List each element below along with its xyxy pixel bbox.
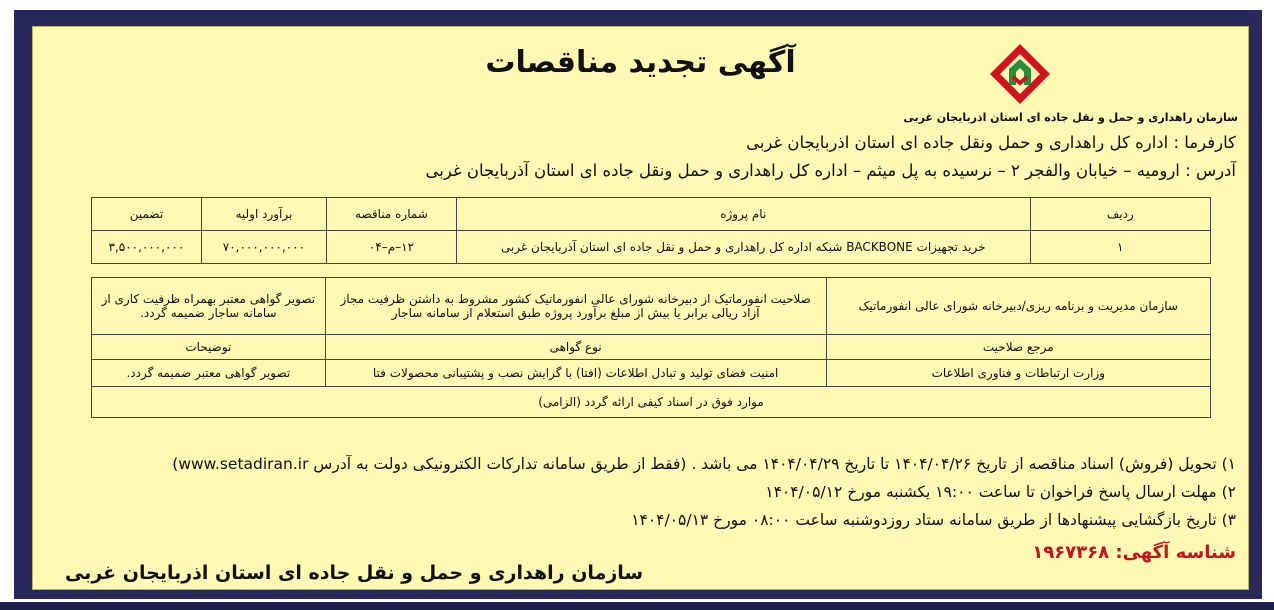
guarantee-value: ۳,۵۰۰,۰۰۰,۰۰۰ — [92, 231, 202, 264]
org-caption: سازمان راهداری و حمل و نقل جاده ای استان اذربایجان غربی — [903, 111, 1238, 124]
qualification-table — [91, 277, 1211, 418]
col-estimate: برآورد اولیه — [201, 198, 326, 231]
col-tender-number: شماره مناقصه — [326, 198, 456, 231]
col-certificate-type: نوع گواهی — [325, 335, 826, 360]
table-footnote: موارد فوق در اسناد کیفی ارائه گردد (الزامی) — [92, 387, 1211, 418]
ad-id: شناسه آگهی: ۱۹۶۷۳۶۸ — [1032, 542, 1236, 563]
description-cell: تصویر گواهی معتبر ضمیمه گردد. — [92, 360, 326, 387]
authority-cell: وزارت ارتباطات و فناوری اطلاعات — [826, 360, 1210, 387]
employer-line: کارفرما : اداره کل راهداری و حمل ونقل جاده ای استان اذربایجان غربی — [746, 133, 1236, 152]
description-cell: تصویر گواهی معتبر بهمراه ظرفیت کاری از سامانه ساجار ضمیمه گردد. — [92, 278, 326, 335]
table-row — [92, 231, 1211, 264]
table-header-row — [92, 198, 1211, 231]
note-1: ۱) تحویل (فروش) اسناد مناقصه از تاریخ ۱۴۰۴/۰۴/۲۶ تا تاریخ ۱۴۰۴/۰۴/۲۹ می باشد . (فقط از طریق سامانه تدارکات الکترونیکی دولت به آدرس www.setadiran.ir) — [172, 455, 1236, 473]
col-description: توضیحات — [92, 335, 326, 360]
road-maintenance-logo-icon — [987, 41, 1053, 107]
tender-table — [91, 197, 1211, 264]
table-row — [92, 360, 1211, 387]
col-row-number: ردیف — [1030, 198, 1210, 231]
certificate-cell: صلاحیت انفورماتیک از دبیرخانه شورای عالی انفورماتیک کشور مشروط به داشتن ظرفیت مجاز آزاد ریالی برابر یا بیش از مبلغ برآورد پروژه طبق استعلام از سامانه ساجار — [325, 278, 826, 335]
notice-body — [32, 26, 1249, 590]
address-line: آدرس : ارومیه – خیابان والفجر ۲ – نرسیده به پل میثم – اداره کل راهداری و حمل ونقل جاده ای استان آذربایجان غربی — [425, 161, 1236, 180]
estimate-value: ۷۰,۰۰۰,۰۰۰,۰۰۰ — [201, 231, 326, 264]
project-name: خرید تجهیزات BACKBONE شبکه اداره کل راهداری و حمل و نقل جاده ای استان آذربایجان غربی — [456, 231, 1030, 264]
authority-cell: سازمان مدیریت و برنامه ریزی/دبیرخانه شورای عالی انفورماتیک — [826, 278, 1210, 335]
col-project-name: نام پروژه — [456, 198, 1030, 231]
col-guarantee: تضمین — [92, 198, 202, 231]
footer-org: سازمان راهداری و حمل و نقل جاده ای استان اذربایجان غربی — [65, 562, 644, 584]
row-number: ۱ — [1030, 231, 1210, 264]
col-authority: مرجع صلاحیت — [826, 335, 1210, 360]
table-header-row — [92, 335, 1211, 360]
note-3: ۳) تاریخ بازگشایی پیشنهادها از طریق سامانه ستاد روزدوشنبه ساعت ۰۸:۰۰ مورخ ۱۴۰۴/۰۵/۱۳ — [631, 511, 1236, 529]
bottom-bar — [0, 602, 1274, 610]
table-row — [92, 278, 1211, 335]
table-row — [92, 387, 1211, 418]
certificate-cell: امنیت فضای تولید و تبادل اطلاعات (افتا) با گرایش نصب و پشتیبانی محصولات فتا — [325, 360, 826, 387]
note-2: ۲) مهلت ارسال پاسخ فراخوان تا ساعت ۱۹:۰۰ یکشنبه مورخ ۱۴۰۴/۰۵/۱۲ — [765, 483, 1236, 501]
notice-frame — [14, 10, 1262, 599]
top-bar — [0, 0, 1274, 10]
notice-title: آگهی تجدید مناقصات — [485, 45, 796, 80]
tender-number: ۱۲–م–۰۴ — [326, 231, 456, 264]
